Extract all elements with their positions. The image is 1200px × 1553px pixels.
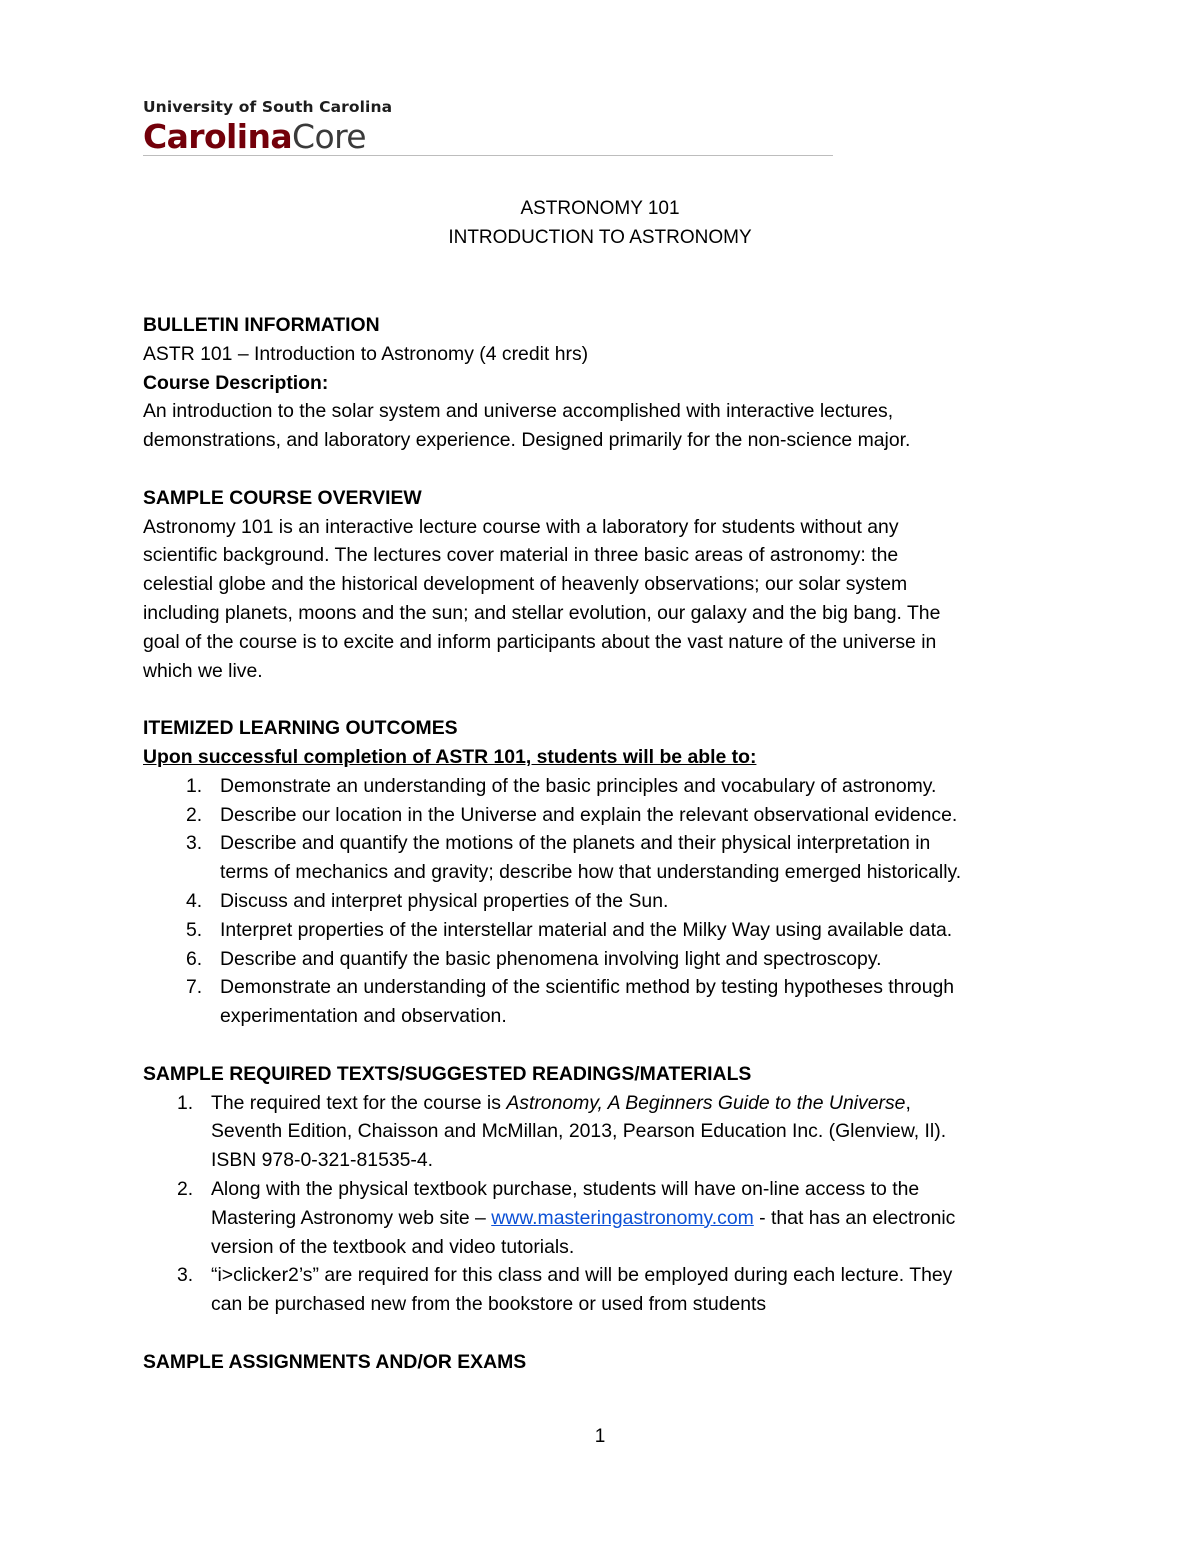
list-item-text: Describe our location in the Universe and explain the relevant observational evidence. — [220, 803, 958, 826]
assignments-heading: SAMPLE ASSIGNMENTS AND/OR EXAMS — [143, 1350, 527, 1373]
list-number: 1. — [186, 774, 203, 797]
overview-line: including planets, moons and the sun; and stellar evolution, our galaxy and the big bang. The — [143, 601, 941, 624]
overview-line: celestial globe and the historical development of heavenly observations; our solar system — [143, 573, 908, 596]
texts-heading: SAMPLE REQUIRED TEXTS/SUGGESTED READINGS/MATERIALS — [143, 1062, 752, 1085]
outcomes-heading: ITEMIZED LEARNING OUTCOMES — [143, 717, 458, 740]
list-item — [143, 772, 1078, 801]
list-item — [143, 1261, 1078, 1319]
list-item-text — [211, 1204, 1078, 1233]
text-segment: The required text for the course is — [211, 1091, 507, 1114]
list-item-text: Discuss and interpret physical properties of the Sun. — [220, 889, 669, 912]
list-number: 5. — [186, 918, 203, 941]
logo-carolina-text: Carolina — [143, 117, 293, 156]
document-subtitle: INTRODUCTION TO ASTRONOMY — [448, 227, 752, 248]
document-title: ASTRONOMY 101 — [520, 198, 680, 219]
assignments-section — [143, 1348, 1078, 1377]
list-item-text: terms of mechanics and gravity; describe how that understanding emerged historically. — [220, 861, 962, 884]
logo-wordmark — [143, 117, 843, 164]
document-body — [143, 311, 1078, 1376]
list-item-text: experimentation and observation. — [220, 1005, 507, 1028]
list-item-text: Describe and quantify the basic phenomena involving light and spectroscopy. — [220, 947, 882, 970]
textbook-title: Astronomy, A Beginners Guide to the Universe — [506, 1091, 906, 1114]
overview-line: which we live. — [143, 659, 263, 682]
university-name: University of South Carolina — [143, 98, 393, 116]
list-item-text: Demonstrate an understanding of the basic principles and vocabulary of astronomy. — [220, 774, 937, 797]
outcomes-section — [143, 714, 1078, 1031]
logo-core-text: Core — [292, 117, 367, 156]
spacer — [143, 1031, 1078, 1060]
list-item-text: version of the textbook and video tutorials. — [211, 1235, 575, 1258]
list-item — [143, 801, 1078, 830]
course-description-line: demonstrations, and laboratory experience. Designed primarily for the non-science major. — [143, 429, 911, 452]
outcomes-intro: Upon successful completion of ASTR 101, students will be able to: — [143, 745, 757, 768]
list-item-text: ISBN 978-0-321-81535-4. — [211, 1149, 434, 1172]
list-item — [143, 887, 1078, 916]
list-item-text: Interpret properties of the interstellar material and the Milky Way using available data. — [220, 918, 953, 941]
list-item — [143, 916, 1078, 945]
text-segment: , — [905, 1091, 911, 1114]
overview-line: scientific background. The lectures cover material in three basic areas of astronomy: the — [143, 544, 899, 567]
course-description-label: Course Description: — [143, 371, 329, 394]
texts-section — [143, 1060, 1078, 1319]
list-number: 3. — [186, 832, 203, 855]
list-item-text: Demonstrate an understanding of the scientific method by testing hypotheses through — [220, 976, 955, 999]
course-description-line: An introduction to the solar system and universe accomplished with interactive lectures, — [143, 400, 894, 423]
list-item-text: “i>clicker2’s” are required for this class and will be employed during each lecture. They — [211, 1264, 953, 1287]
list-item — [143, 1175, 1078, 1261]
list-number: 2. — [177, 1177, 194, 1200]
overview-heading: SAMPLE COURSE OVERVIEW — [143, 486, 422, 509]
list-number: 4. — [186, 889, 203, 912]
text-segment: - that has an electronic — [753, 1206, 956, 1229]
list-item-text: Describe and quantify the motions of the planets and their physical interpretation in — [220, 832, 931, 855]
list-item-text: Seventh Edition, Chaisson and McMillan, 2013, Pearson Education Inc. (Glenview, Il). — [211, 1120, 947, 1143]
list-item — [143, 829, 1078, 887]
bulletin-section — [143, 311, 1078, 455]
mastering-astronomy-link[interactable]: www.masteringastronomy.com — [491, 1206, 754, 1229]
list-item — [143, 973, 1078, 1031]
spacer — [143, 685, 1078, 714]
spacer — [143, 455, 1078, 484]
list-number: 3. — [177, 1264, 194, 1287]
overview-line: Astronomy 101 is an interactive lecture course with a laboratory for students without any — [143, 515, 899, 538]
texts-list — [143, 1089, 1078, 1319]
course-line: ASTR 101 – Introduction to Astronomy (4 credit hrs) — [143, 342, 589, 365]
page-number: 1 — [594, 1426, 606, 1447]
outcomes-list — [143, 772, 1078, 1031]
text-segment: Mastering Astronomy web site – — [211, 1206, 492, 1229]
list-item-text — [211, 1089, 1078, 1118]
bulletin-heading: BULLETIN INFORMATION — [143, 314, 380, 336]
list-item — [143, 1089, 1078, 1175]
list-item-text: Along with the physical textbook purchase, students will have on-line access to the — [211, 1177, 920, 1200]
list-item — [143, 945, 1078, 974]
list-number: 2. — [186, 803, 203, 826]
list-number: 7. — [186, 976, 203, 999]
header-divider — [143, 155, 833, 156]
list-number: 6. — [186, 947, 203, 970]
list-number: 1. — [177, 1091, 194, 1114]
spacer — [143, 1319, 1078, 1348]
list-item-text: can be purchased new from the bookstore or used from students — [211, 1293, 767, 1316]
overview-line: goal of the course is to excite and inform participants about the vast nature of the universe in — [143, 630, 937, 653]
overview-section — [143, 484, 1078, 686]
